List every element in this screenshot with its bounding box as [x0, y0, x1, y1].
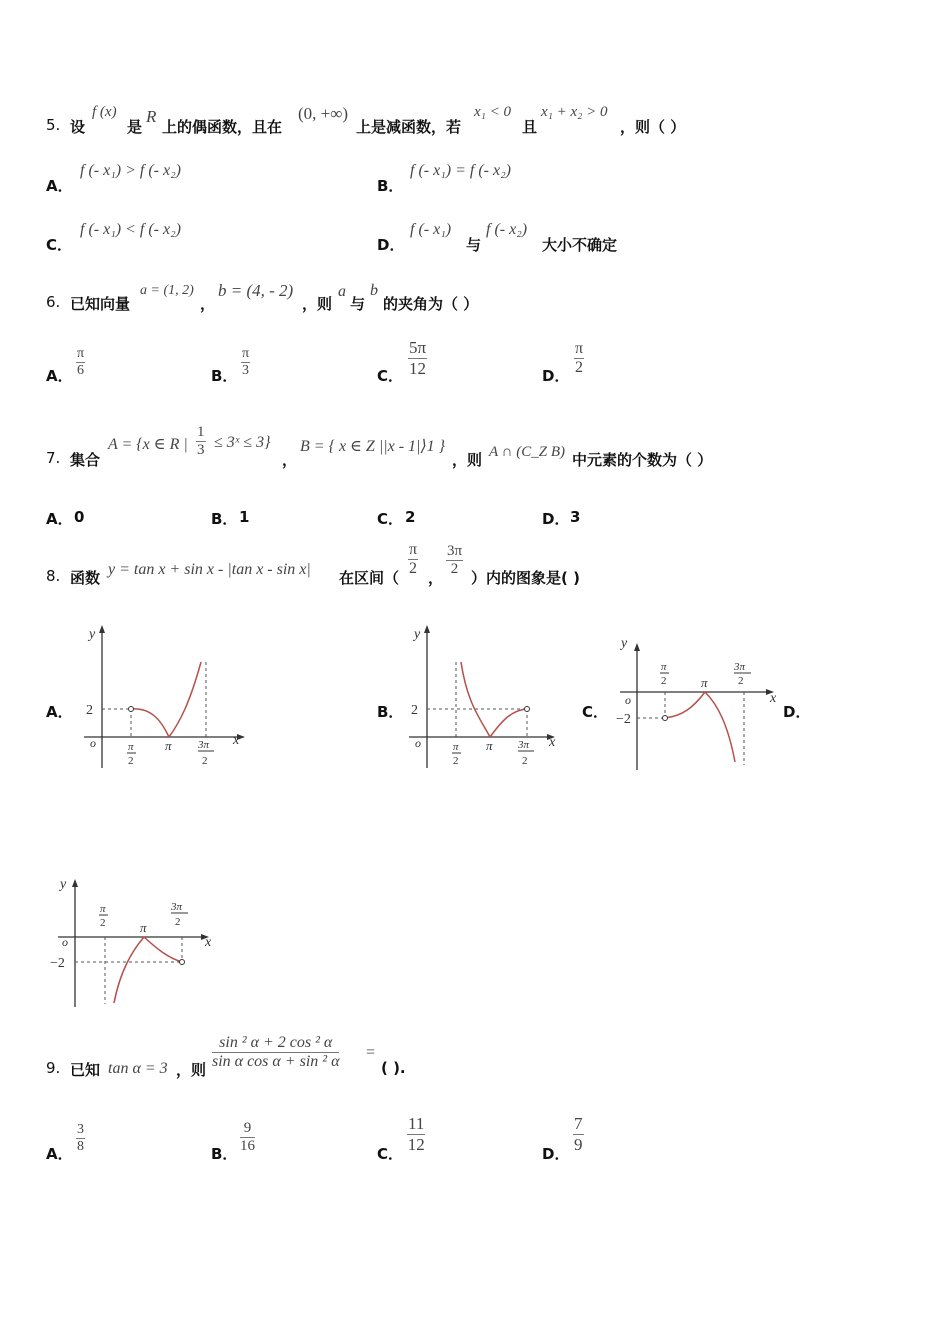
y-axis-label: y — [89, 627, 96, 642]
denominator: 3 — [197, 442, 205, 458]
question-number: 5. — [46, 116, 61, 134]
option-c-label[interactable]: C． — [377, 367, 404, 385]
option-d-math-a[interactable]: f (- x₁) — [410, 221, 452, 238]
numerator: sin ² α + 2 cos ² α — [212, 1034, 339, 1053]
option-c-fraction[interactable] — [408, 338, 427, 379]
option-c-label[interactable]: C． — [582, 703, 609, 721]
x-axis-label: x — [770, 691, 777, 706]
option-d-text[interactable]: 大小不确定 — [542, 236, 618, 254]
option-d-label[interactable]: D． — [377, 236, 405, 254]
option-d-value[interactable]: 3 — [570, 508, 581, 526]
math-R: R — [146, 107, 157, 126]
interval-end-fraction — [446, 543, 463, 578]
option-d-text[interactable]: 与 — [466, 236, 482, 254]
graph-option-d[interactable] — [46, 872, 221, 1012]
math-set-a-post: ≤ 3ˣ ≤ 3} — [214, 434, 271, 451]
option-d-fraction[interactable] — [574, 340, 584, 377]
question-number: 9. — [46, 1059, 61, 1077]
origin-label: o — [62, 935, 68, 949]
question-text: 中元素的个数为（ ） — [572, 451, 713, 469]
question-text: 已知 — [70, 1061, 101, 1079]
tick-label-denominator: 2 — [738, 675, 744, 687]
numerator: 3 — [77, 1122, 84, 1137]
tick-label-denominator: 2 — [453, 755, 459, 767]
function-curve — [114, 937, 182, 1003]
y-axis-arrow — [424, 625, 430, 633]
math-set-b: B = { x ∈ Z ||x - 1|⟩1 } — [300, 438, 446, 455]
graph-option-b[interactable] — [405, 622, 575, 774]
tick-label-half-pi-numerator: π — [453, 741, 459, 753]
tick-label-pi: π — [486, 738, 493, 753]
question-number: 8. — [46, 567, 61, 585]
tick-label-pi: π — [701, 675, 708, 690]
tick-label-two: 2 — [411, 703, 418, 718]
tick-label-denominator: 2 — [100, 917, 106, 929]
math-set-a-fraction — [196, 424, 206, 459]
math-function: y = tan x + sin x - |tan x - sin x| — [108, 561, 311, 578]
x-axis-label: x — [549, 735, 556, 750]
option-c-value[interactable]: 2 — [405, 508, 416, 526]
question-text: ，则 — [302, 295, 333, 313]
numerator: 7 — [574, 1114, 583, 1133]
option-a-label[interactable]: A． — [46, 177, 73, 195]
math-vector-b: b = (4, - 2) — [218, 281, 294, 300]
origin-label: o — [625, 693, 631, 707]
math-fx: f (x) — [92, 104, 117, 120]
question-text: 是 — [127, 118, 143, 136]
numerator: 9 — [240, 1120, 255, 1138]
question-text: 集合 — [70, 451, 101, 469]
option-d-fraction[interactable] — [573, 1114, 584, 1155]
question-text: ， — [282, 451, 298, 469]
option-b-label[interactable]: B． — [377, 703, 404, 721]
tick-label-three-half-pi-numerator: 3π — [518, 739, 530, 751]
option-b-value[interactable]: 1 — [239, 508, 250, 526]
option-d-label[interactable]: D． — [783, 703, 811, 721]
option-d-label[interactable]: D． — [542, 367, 570, 385]
tick-label-denominator: 2 — [175, 916, 181, 928]
option-d-math-b[interactable]: f (- x₂) — [486, 221, 528, 238]
math-vector-a: a = (1, 2) — [140, 283, 194, 298]
numerator: π — [242, 346, 250, 361]
tick-label-denominator: 2 — [128, 755, 134, 767]
y-axis-arrow — [634, 643, 640, 651]
x-axis-label: x — [205, 935, 212, 950]
denominator: 12 — [407, 1135, 425, 1154]
option-c-label[interactable]: C． — [377, 1145, 404, 1163]
question-text: ， — [200, 295, 216, 313]
option-a-value[interactable]: 0 — [74, 508, 85, 526]
option-c-label[interactable]: C． — [46, 236, 73, 254]
open-point — [180, 960, 185, 965]
denominator: 8 — [77, 1139, 84, 1154]
option-b-label[interactable]: B． — [211, 367, 238, 385]
question-text: 上的偶函数，且在 — [162, 118, 283, 136]
question-text: 的夹角为（ ） — [383, 295, 479, 313]
math-cond1: x₁ < 0 — [474, 104, 511, 120]
numerator: π — [575, 340, 584, 357]
option-a-math[interactable]: f (- x₁) > f (- x₂) — [80, 162, 181, 179]
option-d-label[interactable]: D． — [542, 510, 570, 528]
y-axis-label: y — [414, 627, 421, 642]
question-text: 上是减函数，若 — [356, 118, 462, 136]
numerator: π — [77, 346, 85, 361]
function-curve — [665, 692, 735, 762]
y-axis-arrow — [99, 625, 105, 633]
denominator: 9 — [574, 1135, 583, 1154]
math-set-a-pre: A = {x ∈ R | — [108, 436, 188, 453]
question-text: ， — [428, 569, 444, 587]
interval-start-fraction — [408, 541, 418, 578]
function-curve — [461, 662, 527, 737]
open-point — [525, 707, 530, 712]
tick-label-neg-two: −2 — [50, 956, 65, 971]
option-a-label[interactable]: A． — [46, 703, 73, 721]
option-c-math[interactable]: f (- x₁) < f (- x₂) — [80, 221, 181, 238]
question-text: 且 — [522, 118, 538, 136]
tick-label-denominator: 2 — [661, 675, 667, 687]
denominator: 6 — [77, 363, 85, 378]
tick-label-two: 2 — [86, 703, 93, 718]
math-equals: = — [366, 1044, 376, 1061]
option-c-label[interactable]: C． — [377, 510, 404, 528]
denominator: 2 — [409, 560, 418, 577]
tick-label-three-half-pi-numerator: 3π — [734, 661, 746, 673]
question-text: ，则 — [452, 451, 483, 469]
math-cond2: x₁ + x₂ > 0 — [541, 104, 608, 120]
tick-label-three-half-pi-numerator: 3π — [171, 901, 183, 913]
open-point — [129, 707, 134, 712]
option-a-fraction[interactable] — [76, 346, 85, 379]
math-expression: A ∩ (C_Z B) — [489, 444, 565, 460]
denominator: 16 — [240, 1138, 255, 1154]
origin-label: o — [415, 736, 421, 750]
question-text: 在区间（ — [339, 569, 400, 587]
option-b-fraction[interactable] — [241, 346, 250, 379]
numerator: 1 — [197, 424, 205, 440]
y-axis-label: y — [621, 636, 628, 651]
option-a-fraction[interactable] — [76, 1122, 85, 1155]
option-b-label[interactable]: B． — [211, 510, 238, 528]
denominator: sin α cos α + sin ² α — [212, 1053, 340, 1070]
numerator: 11 — [408, 1114, 425, 1133]
question-text: ）内的图象是( ) — [471, 569, 580, 587]
tick-label-three-half-pi-numerator: 3π — [198, 739, 210, 751]
tick-label-denominator: 2 — [522, 755, 528, 767]
graph-option-c[interactable] — [608, 630, 783, 775]
option-d-label[interactable]: D． — [542, 1145, 570, 1163]
question-text: 设 — [70, 118, 86, 136]
question-text: ( ). — [381, 1059, 406, 1077]
question-number: 7. — [46, 449, 61, 467]
question-text: 函数 — [70, 569, 101, 587]
numerator: 3π — [447, 543, 463, 559]
option-a-label[interactable]: A． — [46, 367, 73, 385]
denominator: 3 — [242, 363, 250, 378]
option-b-math[interactable]: f (- x₁) = f (- x₂) — [410, 162, 511, 179]
option-a-label[interactable]: A． — [46, 510, 73, 528]
option-b-fraction[interactable] — [240, 1120, 255, 1155]
math-interval: (0, +∞) — [298, 104, 349, 123]
x-axis-label: x — [233, 733, 240, 748]
denominator: 2 — [575, 359, 584, 376]
tick-label-half-pi-numerator: π — [100, 903, 106, 915]
y-axis-label: y — [60, 877, 67, 892]
tick-label-denominator: 2 — [202, 755, 208, 767]
question-text: ，则（ ） — [620, 118, 686, 136]
open-point — [663, 716, 668, 721]
math-given: tan α = 3 — [108, 1060, 168, 1077]
option-c-fraction[interactable] — [407, 1114, 425, 1155]
option-a-label[interactable]: A． — [46, 1145, 73, 1163]
math-b: b — [370, 282, 378, 299]
tick-label-pi: π — [140, 920, 147, 935]
question-text: 与 — [350, 295, 366, 313]
option-b-label[interactable]: B． — [377, 177, 404, 195]
tick-label-pi: π — [165, 738, 172, 753]
y-axis-arrow — [72, 879, 78, 887]
denominator: 2 — [450, 561, 459, 577]
question-text: ，则 — [176, 1061, 207, 1079]
graph-option-a[interactable] — [80, 622, 250, 774]
math-main-fraction — [212, 1034, 339, 1071]
origin-label: o — [90, 736, 96, 750]
tick-label-half-pi-numerator: π — [661, 661, 667, 673]
question-text: 已知向量 — [70, 295, 131, 313]
tick-label-half-pi-numerator: π — [128, 741, 134, 753]
numerator: 5π — [409, 338, 427, 357]
math-a: a — [338, 283, 346, 300]
denominator: 12 — [409, 359, 427, 378]
numerator: π — [409, 541, 418, 558]
tick-label-neg-two: −2 — [616, 712, 631, 727]
question-number: 6. — [46, 293, 61, 311]
function-curve — [131, 662, 201, 737]
option-b-label[interactable]: B． — [211, 1145, 238, 1163]
